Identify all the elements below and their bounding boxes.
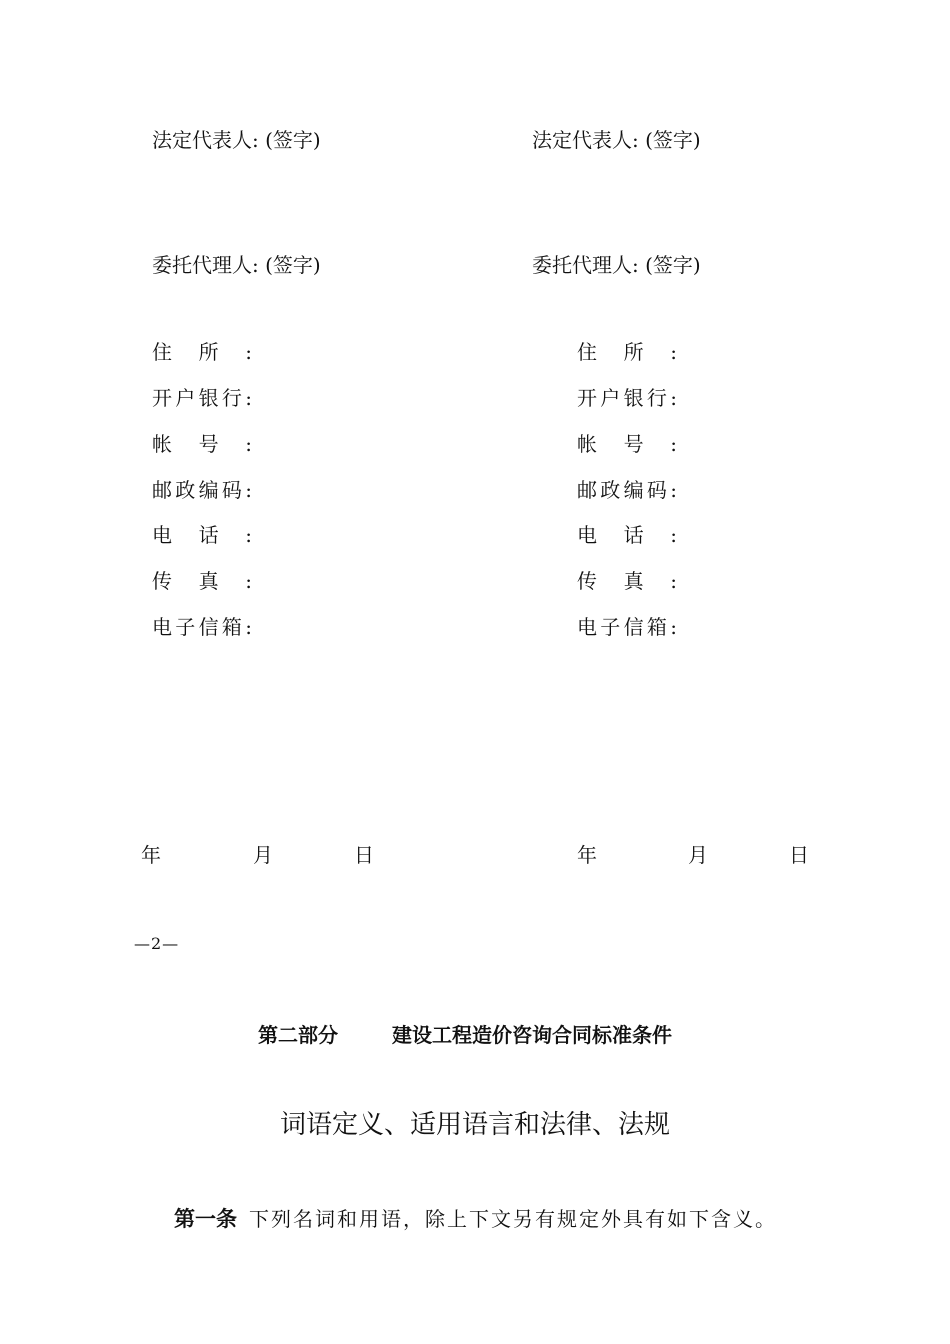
date-day-left: 日 bbox=[354, 843, 374, 867]
field-bank-left: 开户银行: bbox=[152, 386, 252, 410]
legal-rep-signature-left: 法定代表人: (签字) bbox=[152, 128, 321, 152]
field-email-right: 电子信箱: bbox=[577, 615, 677, 639]
part-label: 第二部分 bbox=[258, 1023, 338, 1047]
field-fax-right: 传真: bbox=[577, 569, 677, 593]
field-bank-right: 开户银行: bbox=[577, 386, 677, 410]
field-postcode-left: 邮政编码: bbox=[152, 478, 252, 502]
section-title: 词语定义、适用语言和法律、法规 bbox=[279, 1110, 670, 1140]
field-address-right: 住所: bbox=[577, 340, 677, 364]
field-phone-left: 电话: bbox=[152, 523, 252, 547]
article-label: 第一条 bbox=[174, 1207, 237, 1231]
date-month-left: 月 bbox=[253, 843, 273, 867]
part-title: 建设工程造价咨询合同标准条件 bbox=[392, 1023, 672, 1047]
field-postcode-right: 邮政编码: bbox=[577, 478, 677, 502]
article-text: 下列名词和用语，除上下文另有规定外具有如下含义。 bbox=[249, 1207, 777, 1231]
date-year-right: 年 bbox=[577, 843, 597, 867]
legal-rep-signature-right: 法定代表人: (签字) bbox=[532, 128, 701, 152]
date-day-right: 日 bbox=[789, 843, 809, 867]
page-number: —2— bbox=[134, 934, 180, 953]
field-account-left: 帐号: bbox=[152, 432, 252, 456]
article-1 bbox=[174, 1207, 777, 1231]
field-email-left: 电子信箱: bbox=[152, 615, 252, 639]
date-month-right: 月 bbox=[688, 843, 708, 867]
date-year-left: 年 bbox=[141, 843, 161, 867]
agent-signature-right: 委托代理人: (签字) bbox=[532, 253, 701, 277]
field-fax-left: 传真: bbox=[152, 569, 252, 593]
field-address-left: 住所: bbox=[152, 340, 252, 364]
agent-signature-left: 委托代理人: (签字) bbox=[152, 253, 321, 277]
field-account-right: 帐号: bbox=[577, 432, 677, 456]
field-phone-right: 电话: bbox=[577, 523, 677, 547]
